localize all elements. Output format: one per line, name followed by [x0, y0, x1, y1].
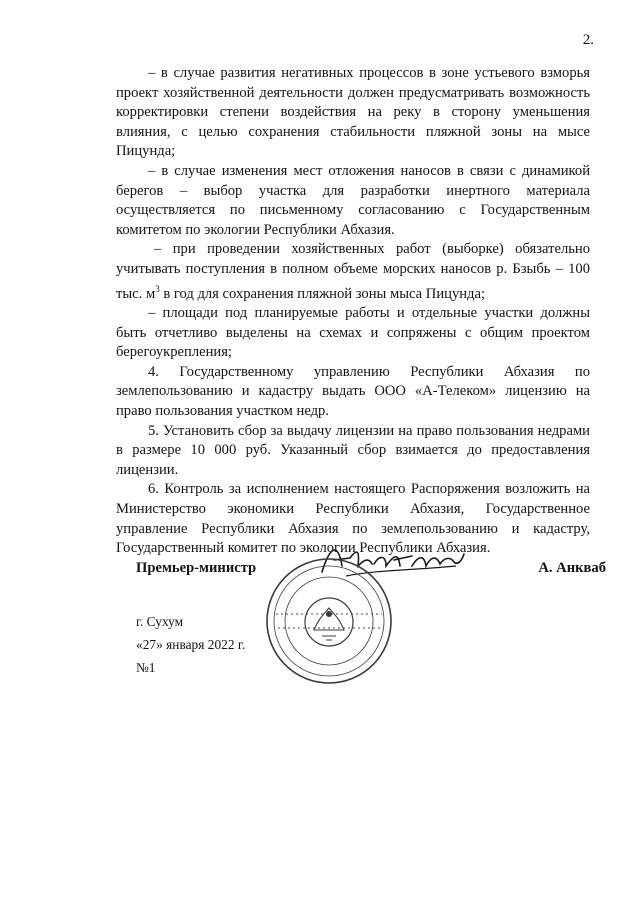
- page-number: 2.: [582, 32, 594, 48]
- paragraph: – площади под планируемые работы и отдельные участки должны быть отчетливо выделены на схемах и сопряжены с общим проектом берегоукрепления;: [116, 304, 590, 361]
- signatory-title: Премьер-министр: [136, 560, 257, 576]
- paragraph: – в случае изменения мест отложения наносов в связи с динамикой берегов – выбор участка для разработки инертного материала осуществляется по письменному согласованию с Государственным комитетом по экологии Республики Абхазия.: [116, 162, 590, 238]
- paragraph-text: в год для сохранения пляжной зоны мыса Пицунда;: [159, 285, 486, 302]
- paragraph: 5. Установить сбор за выдачу лицензии на право пользования недрами в размере 10 000 руб. Указанный сбор взимается до предоставления лицензии.: [116, 422, 590, 478]
- paragraph: 6. Контроль за исполнением настоящего Распоряжения возложить на Министерство экономики Республики Абхазия, Государственное управление Республики Абхазия по землепользованию и кадастру, Государственный комитет по экологии Республики Абхазия.: [116, 481, 590, 557]
- document-body: [116, 64, 590, 559]
- official-seal: [264, 556, 394, 686]
- issue-date: «27» января 2022 г.: [136, 637, 246, 652]
- paragraph: [116, 240, 590, 304]
- issue-city: г. Сухум: [136, 614, 184, 629]
- paragraph-text: – при проведении хозяйственных работ (выборке) обязательно учитывать поступления в полном объеме морских наносов р. Бзыбь – 100 тыс. м: [116, 241, 590, 302]
- document-number: №1: [136, 660, 156, 675]
- paragraph: 4. Государственному управлению Республики Абхазия по землепользованию и кадастру выдать ООО «А-Телеком» лицензию на право пользования участком недр.: [116, 363, 590, 419]
- signatory-name: А. Анкваб: [538, 560, 606, 576]
- superscript: 3: [155, 283, 160, 294]
- paragraph: – в случае развития негативных процессов в зоне устьевого взморья проект хозяйственной деятельности должен предусматривать возможность корректировки степени воздействия на реку в сторону уменьшения влияния, с целью сохранения стабильности пляжной зоны на мысе Пицунда;: [116, 65, 590, 160]
